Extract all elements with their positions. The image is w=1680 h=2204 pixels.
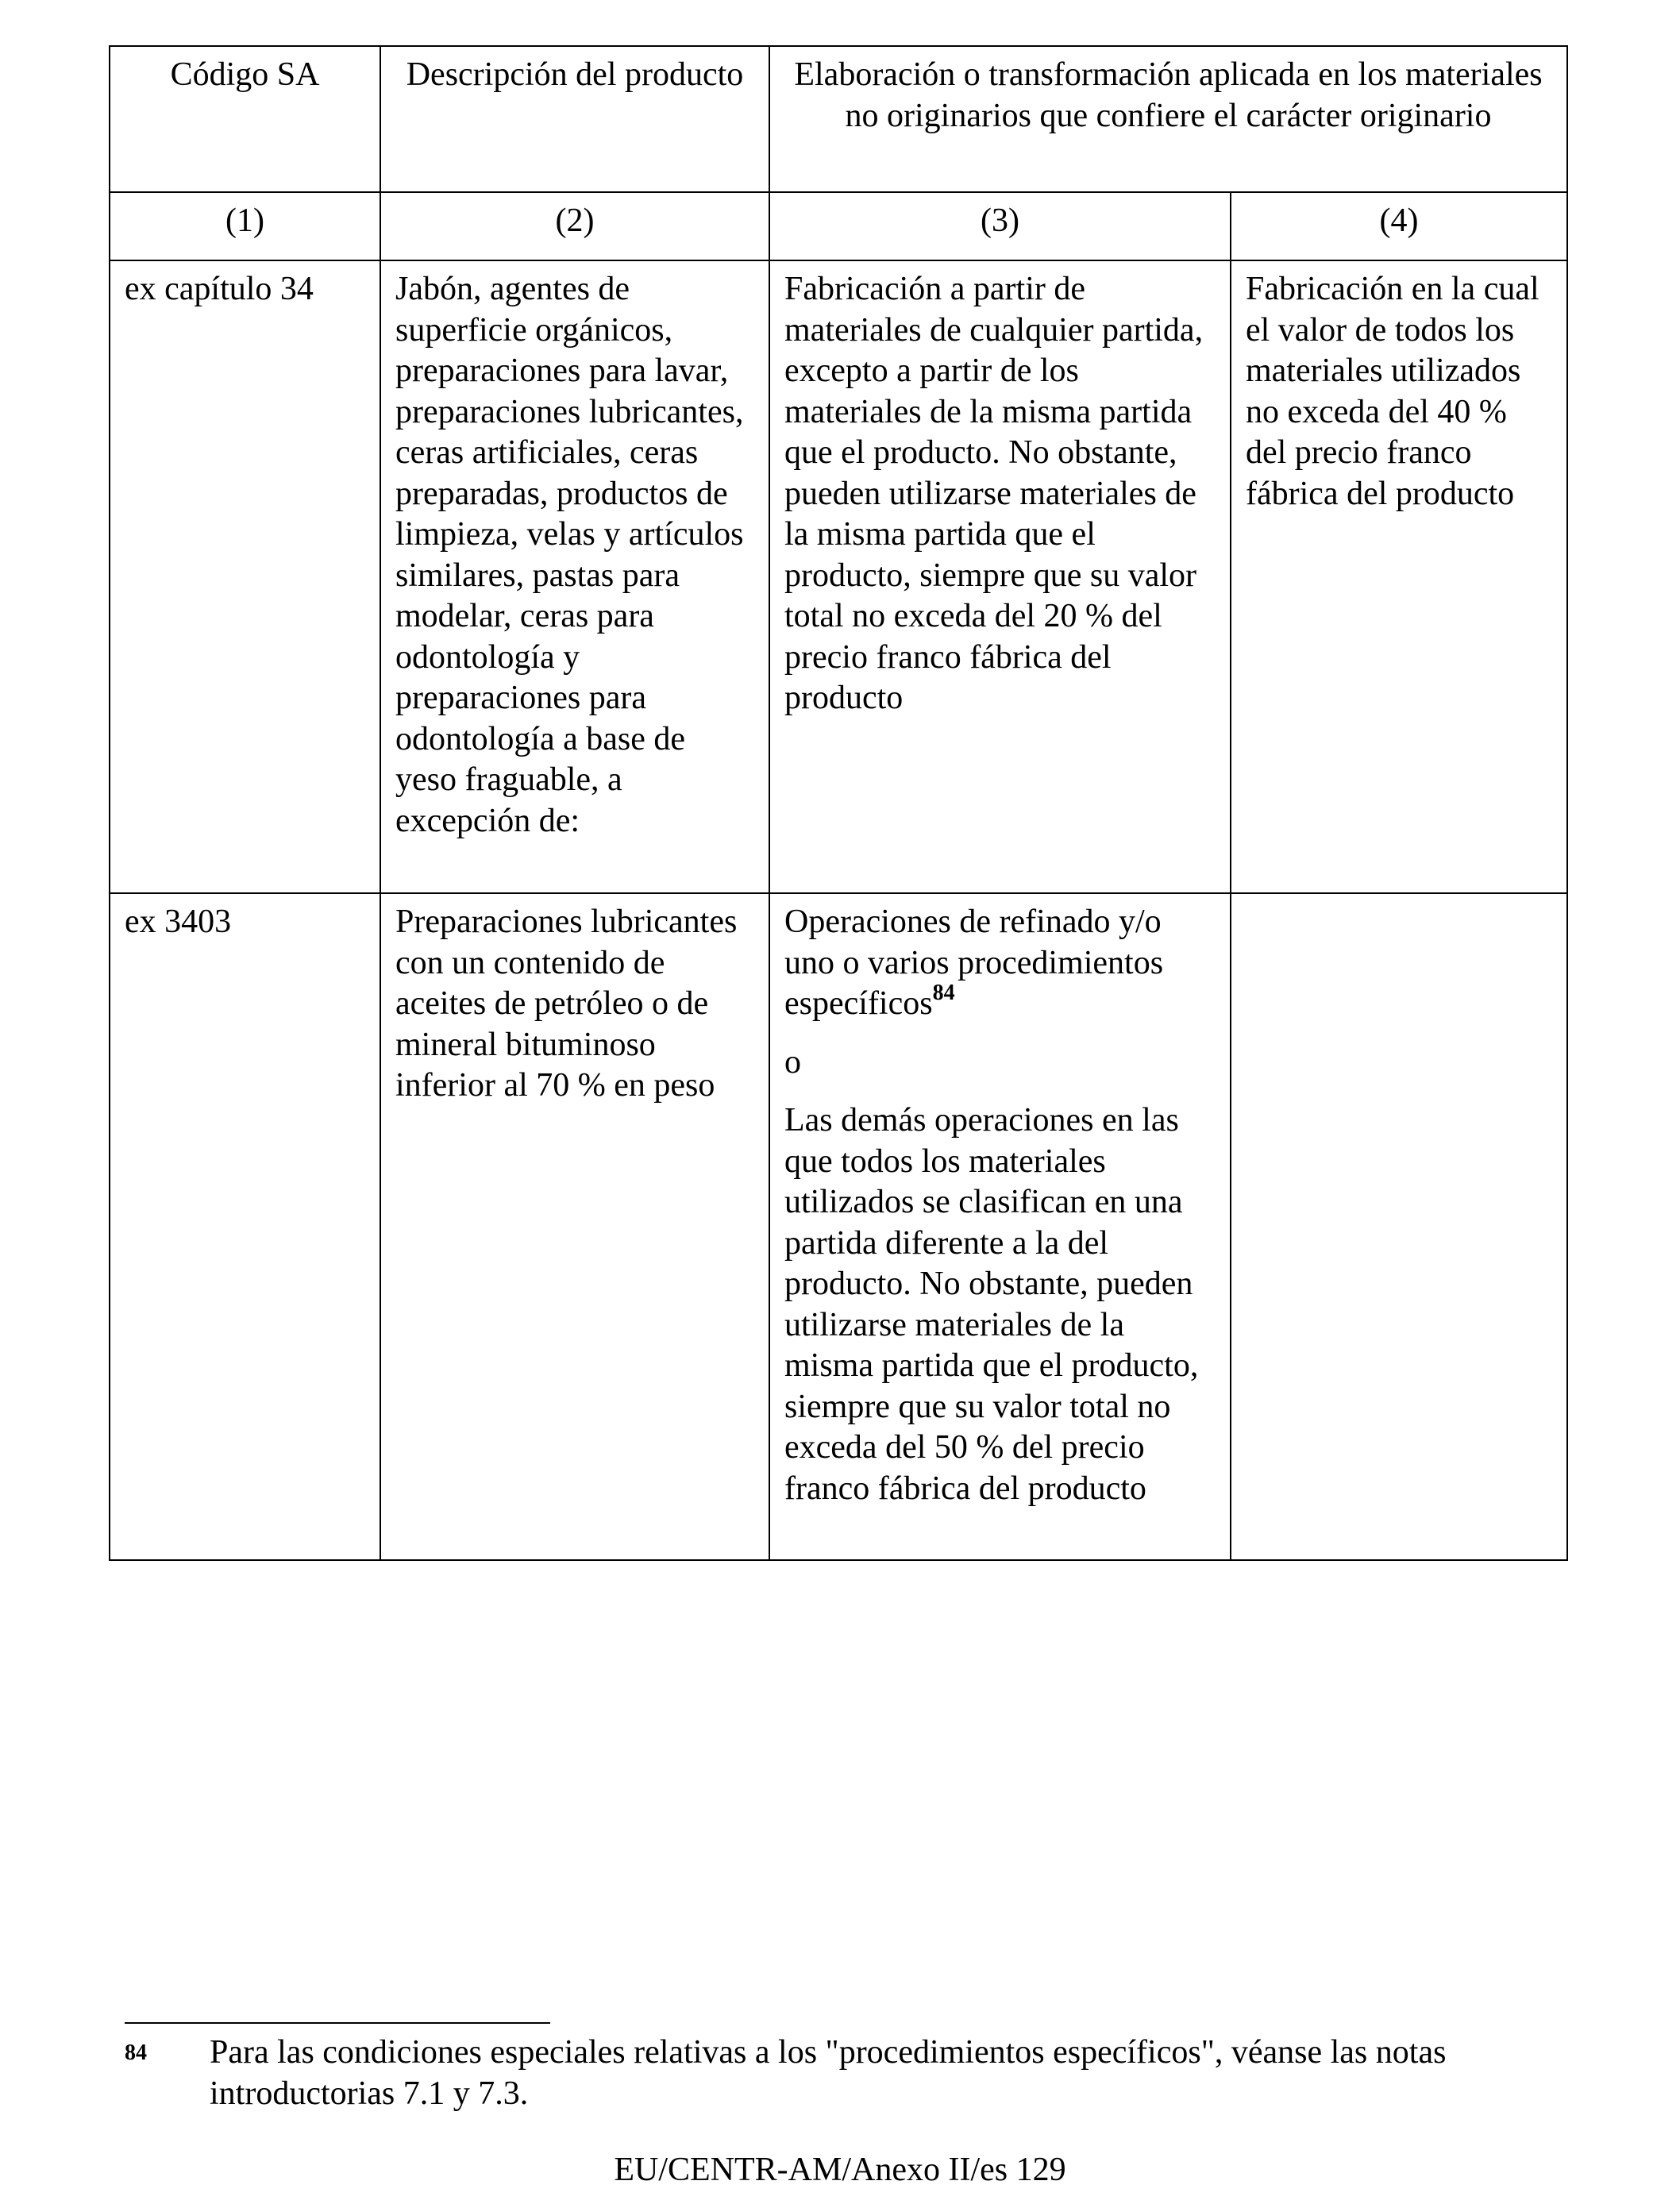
product-description-cell: Preparaciones lubricantes con un contenido de aceites de petróleo o de mineral bituminoso inferior al 70 % en peso — [380, 893, 769, 1560]
processing-option-1-text: Operaciones de refinado y/o uno o varios procedimientos específicos — [784, 904, 1164, 1022]
alternative-processing-cell: Fabricación en la cual el valor de todos los materiales utilizados no exceda del 40 % del precio franco fábrica del producto — [1231, 260, 1567, 893]
table-row — [110, 893, 1567, 1560]
table-row — [110, 260, 1567, 893]
header-processing: Elaboración o transformación aplicada en los materiales no originarios que confiere el carácter originario — [769, 46, 1567, 192]
processing-cell — [769, 893, 1231, 1560]
header-hs-code: Código SA — [110, 46, 380, 192]
hs-code-cell: ex 3403 — [110, 893, 380, 1560]
hs-code-cell: ex capítulo 34 — [110, 260, 380, 893]
product-description-cell: Jabón, agentes de superficie orgánicos, preparaciones para lavar, preparaciones lubricantes, ceras artificiales, ceras preparadas, productos de limpieza, velas y artículos similares, pastas para modelar, ceras para odontología y preparaciones para odontología a base de yeso fraguable, a excepción de: — [380, 260, 769, 893]
footnote-number: 84 — [125, 2040, 147, 2065]
header-product-description: Descripción del producto — [380, 46, 769, 192]
column-number-4: (4) — [1231, 192, 1567, 260]
processing-option-2: Las demás operaciones en las que todos los materiales utilizados se clasifican en una partida diferente a la del producto. No obstante, pueden utilizarse materiales de la misma partida que el producto, siempre que su valor total no exceda del 50 % del precio franco fábrica del producto — [784, 1102, 1199, 1507]
column-number-3: (3) — [769, 192, 1231, 260]
column-number-row — [110, 192, 1567, 260]
footnote-reference-84[interactable]: 84 — [932, 981, 955, 1005]
processing-option-1 — [784, 902, 1216, 1025]
rules-of-origin-table — [109, 45, 1568, 1561]
column-number-2: (2) — [380, 192, 769, 260]
processing-or-separator: o — [784, 1043, 801, 1081]
page-footer-reference: EU/CENTR-AM/Anexo II/es 129 — [614, 2152, 1066, 2188]
footnote-separator — [125, 2022, 550, 2024]
processing-cell: Fabricación a partir de materiales de cualquier partida, excepto a partir de los materiales de la misma partida que el producto. No obstante, pueden utilizarse materiales de la misma partida que el producto, siempre que su valor total no exceda del 20 % del precio franco fábrica del producto — [769, 260, 1231, 893]
alternative-processing-cell — [1231, 893, 1567, 1560]
footnote-text: Para las condiciones especiales relativas a los "procedimientos específicos", véanse las notas introductorias 7.1 y 7.3. — [210, 2034, 1447, 2112]
footnote-84 — [125, 2033, 1546, 2114]
table-header-row — [110, 46, 1567, 192]
column-number-1: (1) — [110, 192, 380, 260]
